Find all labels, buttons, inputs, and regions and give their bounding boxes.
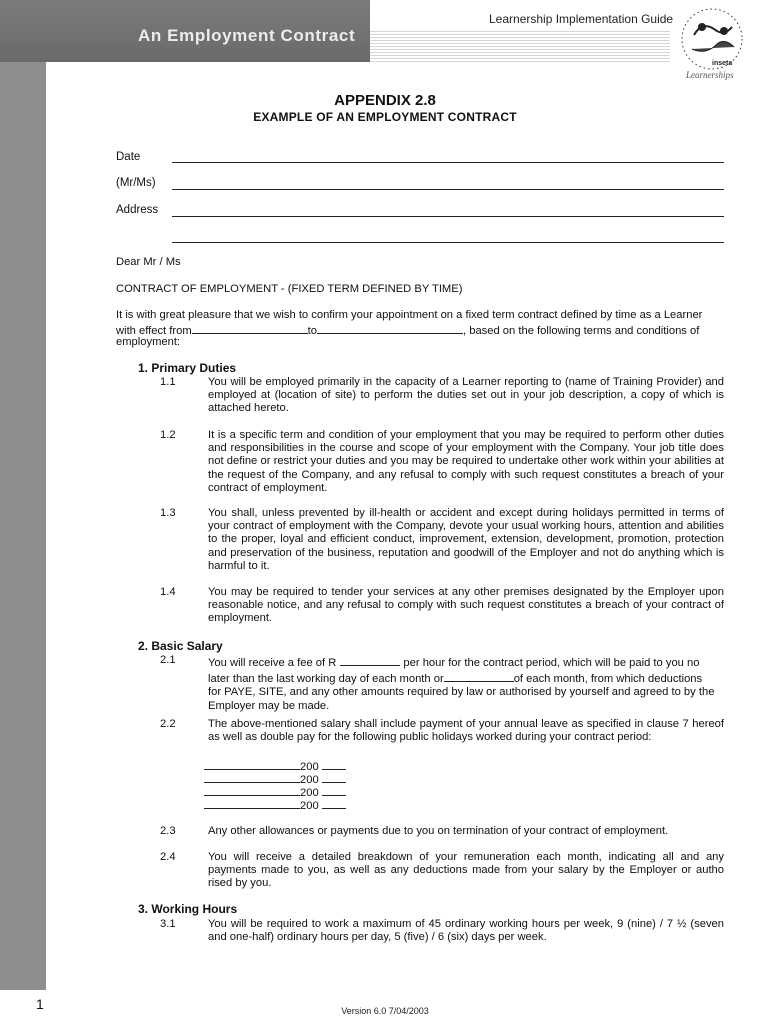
section-primary-duties: 1. Primary Duties — [138, 361, 237, 375]
clause-number: 3.1 — [160, 918, 176, 930]
intro-line-3: employment: — [116, 336, 181, 348]
version-text: Version 6.0 7/04/2003 — [341, 1006, 429, 1016]
banner-title: An Employment Contract — [138, 26, 356, 45]
fee-blank — [340, 654, 400, 666]
deductions-text: of each month, from which deductions — [513, 673, 703, 686]
holiday-year: 200 — [300, 761, 319, 773]
holiday-blank — [204, 785, 300, 796]
clause-number: 1.2 — [160, 429, 176, 441]
holiday-year-blank — [322, 759, 346, 770]
address-line-2 — [172, 242, 724, 243]
address-line — [172, 216, 724, 217]
clause-number: 2.2 — [160, 718, 176, 730]
clause-number: 2.1 — [160, 654, 176, 666]
holiday-year-blank — [322, 772, 346, 783]
holiday-year: 200 — [300, 800, 319, 812]
header-banner — [0, 0, 370, 62]
to-text: to — [307, 325, 317, 337]
clause-text: You will receive a detailed breakdown of your remuneration each month, indicating all and any payments made to you, as well as any deductions made from your salary by the Employer or autho rised by you. — [208, 851, 724, 890]
appendix-subtitle: EXAMPLE OF AN EMPLOYMENT CONTRACT — [253, 110, 517, 124]
deductions-rest-text: for PAYE, SITE, and any other amounts required by law or authorised by yourself and agreed to by the Employer may be made. — [208, 686, 715, 712]
logo-name: inseta — [712, 60, 733, 67]
clause-text: Any other allowances or payments due to you on termination of your contract of employment. — [208, 825, 669, 837]
salutation: Dear Mr / Ms — [116, 256, 181, 268]
page-number: 1 — [36, 996, 44, 1012]
holiday-year-blank — [322, 785, 346, 796]
title-label: (Mr/Ms) — [116, 177, 156, 189]
clause-text: It is a specific term and condition of your employment that you may be required to perform other duties and responsibilities in the course and scope of your employment with the Company. Your job title does not define or restrict your duties and you may be required to undertake other work within your abilities at the request of the Company, and any refusal to comply with such request constitutes a breach of your contract of employment. — [208, 429, 724, 494]
clause-text: The above-mentioned salary shall include payment of your annual leave as specified in clause 7 hereof as well as double pay for the following public holidays worked during your contract period: — [208, 718, 724, 744]
holiday-line — [204, 798, 346, 813]
clause-number: 1.3 — [160, 507, 176, 519]
fee-after-text: per hour for the contract period, which will be paid to you no — [400, 657, 700, 669]
intro-line-1: It is with great pleasure that we wish to confirm your appointment on a fixed term contract defined by time as a Learner — [116, 309, 703, 321]
guide-title: Learnership Implementation Guide — [489, 12, 674, 26]
fee-text: You will receive a fee of R — [208, 657, 337, 669]
holiday-blank — [204, 798, 300, 809]
clause-number: 2.3 — [160, 825, 176, 837]
date-line — [172, 162, 724, 163]
left-sidebar-bar — [0, 0, 46, 990]
section-basic-salary: 2. Basic Salary — [138, 639, 223, 653]
section-working-hours: 3. Working Hours — [138, 902, 238, 916]
contract-title: CONTRACT OF EMPLOYMENT - (FIXED TERM DEFINED BY TIME) — [116, 283, 463, 295]
clause-text: You shall, unless prevented by ill-health or accident and except during holidays permitted in terms of your contract of employment with the Company, devote your usual working hours, attention and abilities to the proper, loyal and efficient conduct, improvement, extension, development, promotion, protection and preservation of the business, reputation and goodwill of the Employer and not do anything which is harmful to it. — [208, 507, 724, 572]
holiday-year-blank — [322, 798, 346, 809]
address-label: Address — [116, 204, 159, 216]
holiday-blank — [204, 759, 300, 770]
clause-number: 1.1 — [160, 376, 176, 388]
clause-text: You will be required to work a maximum of 45 ordinary working hours per week, 9 (nine) / 7 ½ (seven and one-half) ordinary hours per day, 5 (five) / 6 (six) days per week. — [208, 918, 724, 944]
logo-tagline: Learnerships — [686, 70, 734, 80]
holiday-year: 200 — [300, 787, 319, 799]
intro-after-text: , based on the following terms and conditions of — [463, 325, 700, 337]
with-effect-text: with effect from — [116, 325, 192, 337]
pay-day-text: later than the last working day of each month or — [208, 673, 444, 686]
clause-number: 1.4 — [160, 586, 176, 598]
clause-text-2-1 — [208, 654, 724, 713]
clause-number: 2.4 — [160, 851, 176, 863]
clause-text: You may be required to tender your services at any other premises designated by the Employer upon reasonable notice, and any refusal to comply with such request constitutes a breach of your contract of employment. — [208, 586, 724, 625]
appendix-title: APPENDIX 2.8 — [334, 92, 436, 109]
start-date-blank — [192, 322, 308, 334]
clause-text: You will be employed primarily in the capacity of a Learner reporting to (name of Training Provider) and employed at (location of site) to perform the duties set out in your job description, a copy of which is attached hereto. — [208, 376, 724, 415]
holiday-year: 200 — [300, 774, 319, 786]
date-label: Date — [116, 151, 141, 163]
pay-day-blank — [444, 670, 514, 682]
end-date-blank — [317, 322, 463, 334]
header-stripe — [370, 30, 670, 62]
title-line — [172, 189, 724, 190]
holiday-blank — [204, 772, 300, 783]
